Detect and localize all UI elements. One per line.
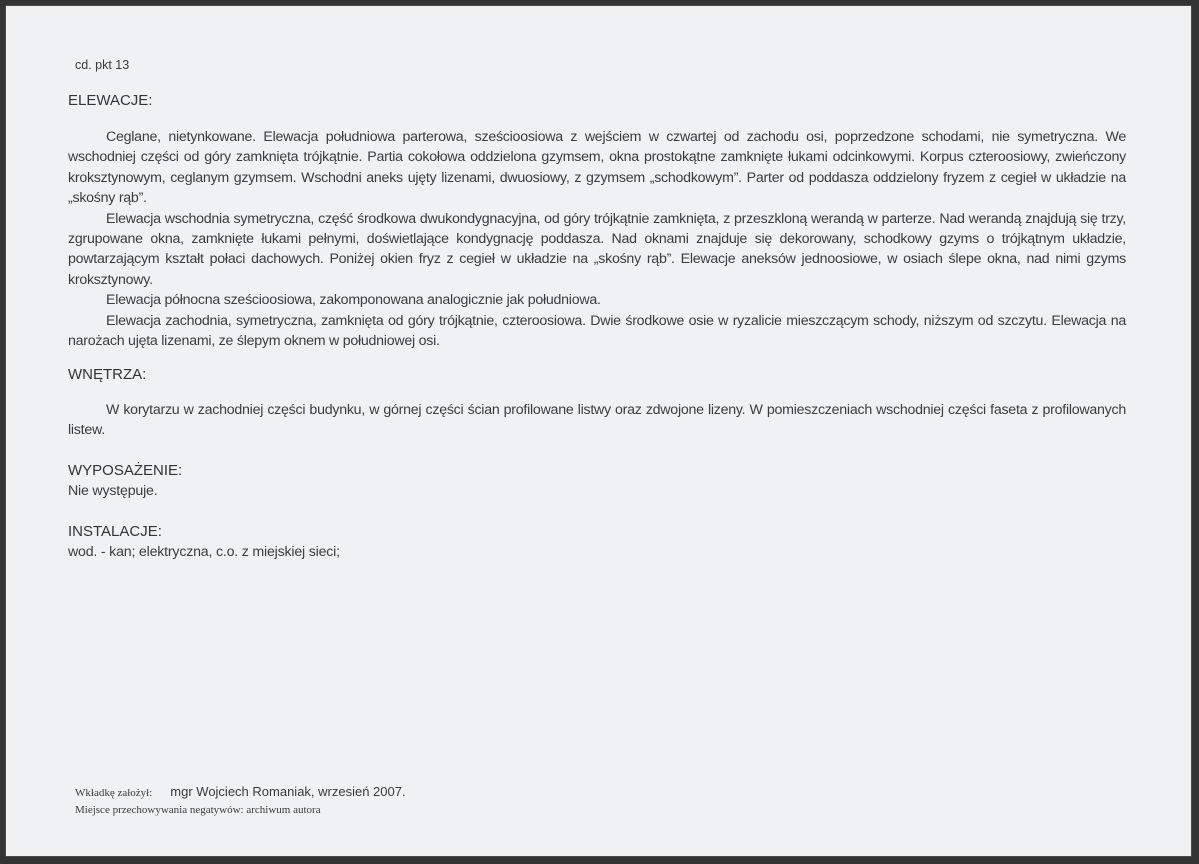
section-heading-elewacje: ELEWACJE: bbox=[68, 92, 153, 109]
elewacja-zachodnia-paragraph: Elewacja zachodnia, symetryczna, zamknięta od góry trójkątnie, czteroosiowa. Dwie środkowe osie w ryzalicie mieszczącym schody, niższym od szczytu. Elewacja na narożach ujęta lizenami, ze ślepym oknem w południowej osi. bbox=[68, 312, 1126, 350]
footer-author-label: Wkładkę założył: bbox=[75, 787, 153, 799]
footer-storage-row bbox=[75, 804, 321, 816]
continuation-note: cd. pkt 13 bbox=[75, 58, 130, 72]
wnetrza-body bbox=[68, 400, 1126, 441]
section-heading-wnetrza: WNĘTRZA: bbox=[68, 366, 147, 383]
footer-author-value: mgr Wojciech Romaniak, wrzesień 2007. bbox=[170, 784, 406, 799]
elewacja-polnocna-paragraph: Elewacja północna sześcioosiowa, zakomponowana analogicznie jak południowa. bbox=[106, 292, 601, 309]
document-sheet bbox=[5, 5, 1192, 857]
section-heading-instalacje: INSTALACJE: bbox=[68, 523, 162, 540]
section-heading-wyposazenie: WYPOSAŻENIE: bbox=[68, 462, 183, 479]
elewacja-poludniowa-paragraph: Ceglane, nietynkowane. Elewacja południowa parterowa, sześcioosiowa z wejściem w czwartej od zachodu osi, poprzedzone schodami, nie symetryczna. We wschodniej części od góry zamknięta trójkątnie. Partia cokołowa oddzielona gzymsem, okna prostokątne zamknięte łukami odcinkowymi. Korpus czteroosiowy, zwieńczony kroksztynowym, ceglanym gzymsem. Wschodni aneks ujęty lizenami, dwuosiowy, z gzymsem „schodkowym”. Parter od poddasza oddzielony fryzem z cegieł w układzie na „skośny rąb”. bbox=[68, 129, 1126, 207]
footer-storage-label: Miejsce przechowywania negatywów: archiwum autora bbox=[75, 804, 321, 816]
wyposazenie-text: Nie występuje. bbox=[68, 483, 158, 499]
elewacje-body bbox=[68, 127, 1126, 351]
wnetrza-paragraph: W korytarzu w zachodniej części budynku, w górnej części ścian profilowane listwy oraz zdwojone lizeny. W pomieszczeniach wschodniej części faseta z profilowanych listew. bbox=[68, 402, 1126, 439]
instalacje-text: wod. - kan; elektryczna, c.o. z miejskiej sieci; bbox=[68, 544, 340, 560]
elewacja-wschodnia-paragraph: Elewacja wschodnia symetryczna, część środkowa dwukondygnacyjna, od góry trójkątnie zamknięta, z przeszkloną werandą w parterze. Nad werandą znajdują się trzy, zgrupowane okna, zamknięte łukami pełnymi, doświetlające kondygnację poddasza. Nad oknami znajduje się dekorowany, schodkowy gzyms o trójkątnym układzie, powtarzającym kształt połaci dachowych. Poniżej okien fryz z cegieł w układzie na „skośny rąb”. Elewacje aneksów jednoosiowe, w osiach ślepe okna, nad nimi gzyms kroksztynowy. bbox=[68, 210, 1126, 288]
footer-author-row bbox=[75, 784, 406, 799]
